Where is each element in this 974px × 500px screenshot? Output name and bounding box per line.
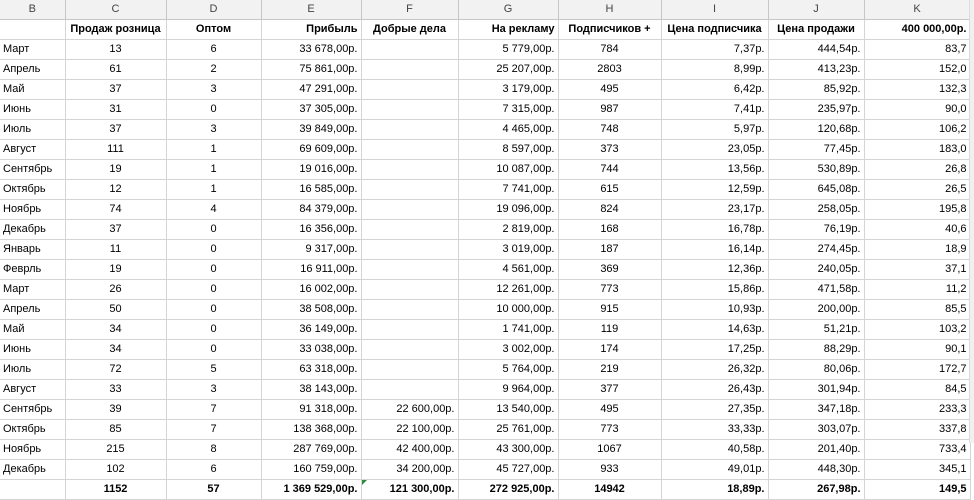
cell-g[interactable]: 10 087,00р. [458,159,558,179]
total-cell-c[interactable]: 1152 [65,479,166,499]
column-header-d[interactable]: D [166,0,261,19]
table-row [0,179,970,199]
cell-c[interactable]: 111 [65,139,166,159]
cell-e[interactable]: 287 769,00р. [261,439,361,459]
cell-e[interactable]: 36 149,00р. [261,319,361,339]
cell-c[interactable]: 37 [65,219,166,239]
cell-k[interactable]: 90,1 [864,339,970,359]
cell-b[interactable]: Апрель [0,299,65,319]
cell-b[interactable]: Март [0,279,65,299]
cell-i[interactable]: 16,78р. [661,219,768,239]
cell-header-j[interactable]: Цена продажи [768,19,864,39]
cell-i[interactable]: 33,33р. [661,419,768,439]
cell-b[interactable]: Май [0,319,65,339]
table-row [0,99,970,119]
cell-g[interactable]: 1 741,00р. [458,319,558,339]
table-row [0,279,970,299]
column-header-e[interactable]: E [261,0,361,19]
cell-c[interactable]: 12 [65,179,166,199]
grid-body [0,19,970,499]
cell-j[interactable]: 200,00р. [768,299,864,319]
cell-d[interactable]: 6 [166,39,261,59]
cell-g[interactable]: 12 261,00р. [458,279,558,299]
cell-f[interactable] [361,279,458,299]
cell-b[interactable]: Август [0,139,65,159]
cell-i[interactable]: 27,35р. [661,399,768,419]
table-row [0,379,970,399]
cell-i[interactable]: 14,63р. [661,319,768,339]
column-header-j[interactable]: J [768,0,864,19]
table-row [0,459,970,479]
cell-b[interactable]: Апрель [0,59,65,79]
cell-e[interactable]: 9 317,00р. [261,239,361,259]
cell-e[interactable]: 16 585,00р. [261,179,361,199]
cell-e[interactable]: 37 305,00р. [261,99,361,119]
cell-i[interactable]: 17,25р. [661,339,768,359]
cell-j[interactable]: 77,45р. [768,139,864,159]
cell-e[interactable]: 47 291,00р. [261,79,361,99]
total-cell-f-value: 121 300,00р. [389,483,455,495]
cell-b[interactable]: Октябрь [0,419,65,439]
cell-h[interactable]: 915 [558,299,661,319]
table-row [0,239,970,259]
cell-i[interactable]: 13,56р. [661,159,768,179]
cell-h[interactable]: 615 [558,179,661,199]
cell-e[interactable]: 16 911,00р. [261,259,361,279]
cell-e[interactable]: 19 016,00р. [261,159,361,179]
cell-header-f[interactable]: Добрые дела [361,19,458,39]
cell-k[interactable]: 85,5 [864,299,970,319]
column-header-b[interactable]: B [0,0,65,19]
total-cell-b[interactable] [0,479,65,499]
cell-c[interactable]: 11 [65,239,166,259]
total-cell-h[interactable]: 14942 [558,479,661,499]
cell-e[interactable]: 33 038,00р. [261,339,361,359]
formula-warning-icon [362,480,367,485]
cell-g[interactable]: 25 761,00р. [458,419,558,439]
cell-f[interactable] [361,139,458,159]
cell-c[interactable]: 19 [65,159,166,179]
cell-f[interactable] [361,119,458,139]
cell-d[interactable]: 0 [166,99,261,119]
cell-e[interactable]: 69 609,00р. [261,139,361,159]
cell-g[interactable]: 43 300,00р. [458,439,558,459]
cell-h[interactable]: 119 [558,319,661,339]
cell-d[interactable]: 0 [166,319,261,339]
table-row [0,299,970,319]
cell-b[interactable]: Ноябрь [0,439,65,459]
cell-c[interactable]: 102 [65,459,166,479]
cell-j[interactable]: 80,06р. [768,359,864,379]
column-headers [0,0,970,19]
cell-e[interactable]: 39 849,00р. [261,119,361,139]
cell-j[interactable]: 76,19р. [768,219,864,239]
cell-f[interactable] [361,179,458,199]
cell-c[interactable]: 215 [65,439,166,459]
cell-j[interactable]: 448,30р. [768,459,864,479]
cell-k[interactable]: 84,5 [864,379,970,399]
cell-d[interactable]: 6 [166,459,261,479]
cell-i[interactable]: 6,42р. [661,79,768,99]
total-cell-k[interactable]: 149,5 [864,479,970,499]
cell-f[interactable] [361,219,458,239]
cell-g[interactable]: 8 597,00р. [458,139,558,159]
cell-f[interactable] [361,199,458,219]
cell-b[interactable]: Март [0,39,65,59]
cell-f[interactable] [361,319,458,339]
cell-j[interactable]: 85,92р. [768,79,864,99]
cell-j[interactable]: 88,29р. [768,339,864,359]
cell-k[interactable]: 26,8 [864,159,970,179]
cell-g[interactable]: 13 540,00р. [458,399,558,419]
column-header-c[interactable]: C [65,0,166,19]
cell-f[interactable]: 22 600,00р. [361,399,458,419]
cell-j[interactable]: 258,05р. [768,199,864,219]
cell-i[interactable]: 7,41р. [661,99,768,119]
cell-e[interactable]: 16 356,00р. [261,219,361,239]
cell-e[interactable]: 138 368,00р. [261,419,361,439]
cell-h[interactable]: 168 [558,219,661,239]
cell-h[interactable]: 495 [558,399,661,419]
cell-b[interactable]: Август [0,379,65,399]
cell-j[interactable]: 235,97р. [768,99,864,119]
cell-h[interactable]: 824 [558,199,661,219]
cell-h[interactable]: 219 [558,359,661,379]
cell-d[interactable]: 0 [166,239,261,259]
cell-d[interactable]: 2 [166,59,261,79]
cell-c[interactable]: 72 [65,359,166,379]
cell-j[interactable]: 274,45р. [768,239,864,259]
cell-i[interactable]: 23,05р. [661,139,768,159]
cell-k[interactable]: 106,2 [864,119,970,139]
cell-d[interactable]: 3 [166,119,261,139]
cell-d[interactable]: 0 [166,299,261,319]
total-cell-i[interactable]: 18,89р. [661,479,768,499]
table-row [0,159,970,179]
table-row [0,119,970,139]
header-row [0,19,970,39]
cell-c[interactable]: 39 [65,399,166,419]
cell-i[interactable]: 12,36р. [661,259,768,279]
cell-i[interactable]: 12,59р. [661,179,768,199]
table-row [0,219,970,239]
cell-c[interactable]: 31 [65,99,166,119]
cell-j[interactable]: 413,23р. [768,59,864,79]
cell-h[interactable]: 187 [558,239,661,259]
cell-c[interactable]: 34 [65,319,166,339]
cell-c[interactable]: 34 [65,339,166,359]
cell-g[interactable]: 7 741,00р. [458,179,558,199]
cell-g[interactable]: 45 727,00р. [458,459,558,479]
table-row [0,39,970,59]
cell-b[interactable]: Феврль [0,259,65,279]
cell-i[interactable]: 49,01р. [661,459,768,479]
cell-header-b[interactable] [0,19,65,39]
cell-d[interactable]: 0 [166,219,261,239]
cell-k[interactable]: 183,0 [864,139,970,159]
cell-c[interactable]: 19 [65,259,166,279]
cell-e[interactable]: 38 143,00р. [261,379,361,399]
cell-g[interactable]: 19 096,00р. [458,199,558,219]
cell-header-g[interactable]: На рекламу [458,19,558,39]
cell-h[interactable]: 744 [558,159,661,179]
cell-f[interactable] [361,339,458,359]
cell-b[interactable]: Октябрь [0,179,65,199]
table-row [0,79,970,99]
cell-j[interactable]: 645,08р. [768,179,864,199]
column-header-i[interactable]: I [661,0,768,19]
cell-d[interactable]: 1 [166,139,261,159]
cell-e[interactable]: 63 318,00р. [261,359,361,379]
cell-e[interactable]: 91 318,00р. [261,399,361,419]
cell-j[interactable]: 347,18р. [768,399,864,419]
cell-h[interactable]: 933 [558,459,661,479]
cell-header-c[interactable]: Продаж розница [65,19,166,39]
cell-header-h[interactable]: Подписчиков + [558,19,661,39]
total-cell-f[interactable] [361,479,458,499]
cell-h[interactable]: 748 [558,119,661,139]
column-header-k[interactable]: K [864,0,970,19]
cell-k[interactable]: 172,7 [864,359,970,379]
cell-i[interactable]: 23,17р. [661,199,768,219]
cell-c[interactable]: 61 [65,59,166,79]
cell-b[interactable]: Декабрь [0,459,65,479]
cell-d[interactable]: 5 [166,359,261,379]
cell-h[interactable]: 495 [558,79,661,99]
cell-i[interactable]: 16,14р. [661,239,768,259]
table-row [0,399,970,419]
cell-d[interactable]: 1 [166,159,261,179]
total-cell-j[interactable]: 267,98р. [768,479,864,499]
column-header-f[interactable]: F [361,0,458,19]
cell-f[interactable] [361,59,458,79]
cell-b[interactable]: Сентябрь [0,399,65,419]
cell-e[interactable]: 84 379,00р. [261,199,361,219]
cell-f[interactable] [361,159,458,179]
cell-c[interactable]: 37 [65,79,166,99]
cell-d[interactable]: 3 [166,79,261,99]
cell-j[interactable]: 471,58р. [768,279,864,299]
cell-i[interactable]: 8,99р. [661,59,768,79]
cell-g[interactable]: 3 179,00р. [458,79,558,99]
cell-d[interactable]: 4 [166,199,261,219]
cell-g[interactable]: 7 315,00р. [458,99,558,119]
cell-e[interactable]: 16 002,00р. [261,279,361,299]
column-header-h[interactable]: H [558,0,661,19]
cell-c[interactable]: 85 [65,419,166,439]
cell-f[interactable] [361,299,458,319]
cell-k[interactable]: 337,8 [864,419,970,439]
cell-g[interactable]: 9 964,00р. [458,379,558,399]
cell-b[interactable]: Январь [0,239,65,259]
cell-k[interactable]: 37,1 [864,259,970,279]
cell-e[interactable]: 160 759,00р. [261,459,361,479]
cell-i[interactable]: 5,97р. [661,119,768,139]
table-row [0,339,970,359]
cell-i[interactable]: 15,86р. [661,279,768,299]
cell-f[interactable] [361,239,458,259]
cell-h[interactable]: 369 [558,259,661,279]
vertical-scrollbar[interactable] [969,0,974,443]
cell-g[interactable]: 2 819,00р. [458,219,558,239]
cell-g[interactable]: 25 207,00р. [458,59,558,79]
cell-f[interactable] [361,99,458,119]
cell-b[interactable]: Ноябрь [0,199,65,219]
cell-g[interactable]: 4 561,00р. [458,259,558,279]
cell-i[interactable]: 10,93р. [661,299,768,319]
cell-k[interactable]: 90,0 [864,99,970,119]
cell-c[interactable]: 26 [65,279,166,299]
cell-b[interactable]: Сентябрь [0,159,65,179]
table-row [0,59,970,79]
cell-h[interactable]: 174 [558,339,661,359]
cell-d[interactable]: 1 [166,179,261,199]
column-header-g[interactable]: G [458,0,558,19]
cell-c[interactable]: 50 [65,299,166,319]
cell-k[interactable]: 103,2 [864,319,970,339]
cell-b[interactable]: Июнь [0,339,65,359]
cell-f[interactable] [361,379,458,399]
cell-j[interactable]: 120,68р. [768,119,864,139]
cell-d[interactable]: 3 [166,379,261,399]
cell-k[interactable]: 40,6 [864,219,970,239]
cell-i[interactable]: 7,37р. [661,39,768,59]
table-row [0,359,970,379]
cell-b[interactable]: Декабрь [0,219,65,239]
cell-k[interactable]: 345,1 [864,459,970,479]
cell-c[interactable]: 37 [65,119,166,139]
cell-c[interactable]: 13 [65,39,166,59]
cell-g[interactable]: 5 764,00р. [458,359,558,379]
cell-j[interactable]: 201,40р. [768,439,864,459]
cell-b[interactable]: Май [0,79,65,99]
cell-j[interactable]: 301,94р. [768,379,864,399]
total-cell-d[interactable]: 57 [166,479,261,499]
table-row [0,139,970,159]
cell-header-i[interactable]: Цена подписчика [661,19,768,39]
cell-h[interactable]: 2803 [558,59,661,79]
cell-j[interactable]: 240,05р. [768,259,864,279]
cell-f[interactable]: 34 200,00р. [361,459,458,479]
cell-i[interactable]: 40,58р. [661,439,768,459]
cell-h[interactable]: 377 [558,379,661,399]
cell-c[interactable]: 33 [65,379,166,399]
cell-g[interactable]: 5 779,00р. [458,39,558,59]
cell-f[interactable] [361,359,458,379]
cell-i[interactable]: 26,43р. [661,379,768,399]
total-cell-g[interactable]: 272 925,00р. [458,479,558,499]
cell-h[interactable]: 1067 [558,439,661,459]
cell-k[interactable]: 83,7 [864,39,970,59]
table-row [0,419,970,439]
cell-k[interactable]: 11,2 [864,279,970,299]
cell-d[interactable]: 0 [166,279,261,299]
cell-k[interactable]: 152,0 [864,59,970,79]
cell-f[interactable] [361,79,458,99]
cell-h[interactable]: 773 [558,279,661,299]
cell-h[interactable]: 987 [558,99,661,119]
table-row [0,439,970,459]
cell-j[interactable]: 303,07р. [768,419,864,439]
cell-i[interactable]: 26,32р. [661,359,768,379]
cell-header-d[interactable]: Оптом [166,19,261,39]
cell-f[interactable]: 42 400,00р. [361,439,458,459]
cell-f[interactable] [361,39,458,59]
cell-g[interactable]: 3 019,00р. [458,239,558,259]
cell-e[interactable]: 75 861,00р. [261,59,361,79]
cell-k[interactable]: 18,9 [864,239,970,259]
cell-d[interactable]: 8 [166,439,261,459]
cell-e[interactable]: 38 508,00р. [261,299,361,319]
cell-j[interactable]: 444,54р. [768,39,864,59]
cell-g[interactable]: 4 465,00р. [458,119,558,139]
total-cell-e[interactable]: 1 369 529,00р. [261,479,361,499]
cell-g[interactable]: 3 002,00р. [458,339,558,359]
cell-g[interactable]: 10 000,00р. [458,299,558,319]
cell-k[interactable]: 733,4 [864,439,970,459]
cell-header-k[interactable]: 400 000,00р. [864,19,970,39]
cell-f[interactable] [361,259,458,279]
cell-b[interactable]: Июнь [0,99,65,119]
cell-d[interactable]: 7 [166,399,261,419]
cell-h[interactable]: 373 [558,139,661,159]
table-row [0,199,970,219]
table-row [0,259,970,279]
cell-f[interactable]: 22 100,00р. [361,419,458,439]
cell-b[interactable]: Июль [0,119,65,139]
totals-row [0,479,970,499]
cell-d[interactable]: 0 [166,259,261,279]
cell-k[interactable]: 132,3 [864,79,970,99]
cell-e[interactable]: 33 678,00р. [261,39,361,59]
cell-k[interactable]: 195,8 [864,199,970,219]
cell-header-e[interactable]: Прибыль [261,19,361,39]
cell-h[interactable]: 773 [558,419,661,439]
table-row [0,319,970,339]
cell-d[interactable]: 0 [166,339,261,359]
cell-h[interactable]: 784 [558,39,661,59]
cell-d[interactable]: 7 [166,419,261,439]
cell-b[interactable]: Июль [0,359,65,379]
cell-k[interactable]: 26,5 [864,179,970,199]
cell-k[interactable]: 233,3 [864,399,970,419]
cell-j[interactable]: 530,89р. [768,159,864,179]
cell-c[interactable]: 74 [65,199,166,219]
cell-j[interactable]: 51,21р. [768,319,864,339]
